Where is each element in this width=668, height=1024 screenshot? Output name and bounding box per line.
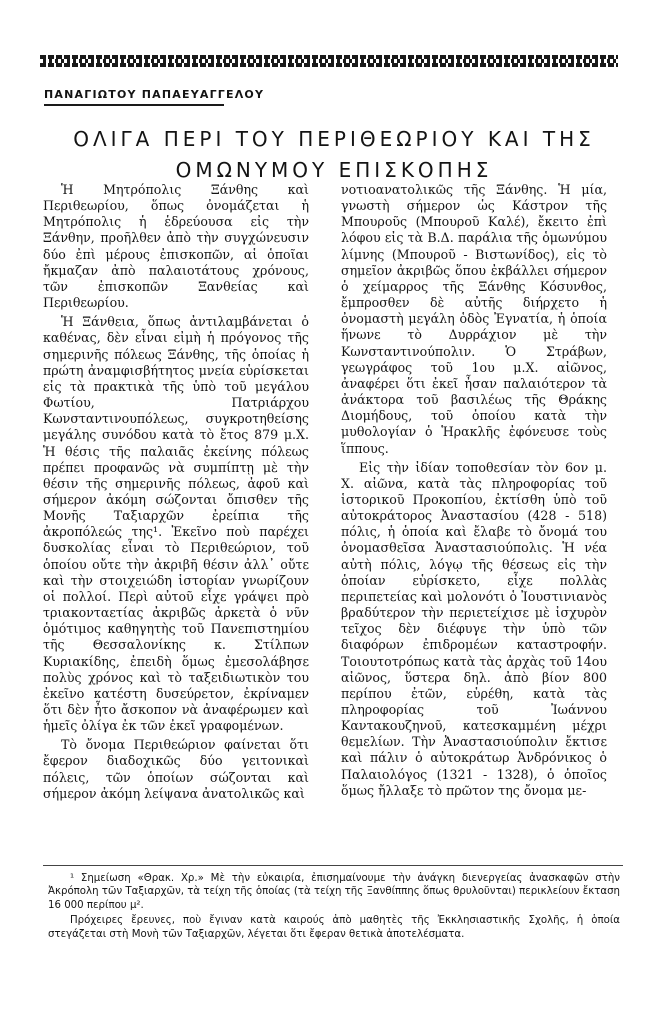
paragraph: Τὸ ὄνομα Περιθεώριον φαίνεται ὅτι ἔφερον διαδοχικῶς δύο γειτονικαὶ πόλεις, τῶν ὁποίων σώζονται καὶ σήμερον ἀκόμη λείψανα ἀνατολικῶς καὶ: [43, 737, 309, 801]
title-line-1: ΟΛΙΓΑ ΠΕΡΙ ΤΟΥ ΠΕΡΙΘΕΩΡΙΟΥ ΚΑΙ ΤΗΣ: [73, 127, 595, 151]
left-column: [43, 182, 309, 802]
footnote-2: Πρόχειρες ἔρευνες, ποὺ ἔγιναν κατὰ καιρούς ἀπὸ μαθητὲς τῆς Ἐκκλησιαστικῆς Σχολῆς, ἡ ὁποία στεγάζεται στὴ Μονὴ τῶν Ταξιαρχῶν, λέγεται ὅτι ἔφεραν θετικὰ ἀποτελέσματα.: [48, 915, 620, 940]
paragraph: Ἡ Ξάνθεια, ὅπως ἀντιλαμβάνεται ὁ καθένας, δὲν εἶναι εἰμὴ ἡ πρόγονος τῆς σημερινῆς πόλεως Ξάνθης, τῆς ὁποίας ἡ πρώτη ἀναμφισβήτητος μνεία εὑρίσκεται εἰς τὰ πρακτικὰ τῆς ὑπὸ τοῦ μεγάλου Φωτίου, Πατριάρχου Κωνσταντινουπόλεως, συγκροτηθείσης μεγάλης συνόδου κατὰ τὸ ἔτος 879 μ.Χ. Ἡ θέσις τῆς παλαιᾶς ἐκείνης πόλεως πρέπει προφανῶς νὰ συμπίπτῃ μὲ τὴν θέσιν τῆς σημερινῆς πόλεως, ἀφοῦ καὶ σήμερον ἀκόμη σώζονται ὄπισθεν τῆς Μονῆς Ταξιαρχῶν ἐρείπια τῆς ἀκροπόλεώς της¹. Ἐκεῖνο ποὺ παρέχει δυσκολίας εἶναι τὸ Περιθεώριον, τοῦ ὁποίου οὔτε τὴν ἀκριβῆ θέσιν ἀλλ᾽ οὔτε καὶ τὴν στοιχειώδη ἱστορίαν γνωρίζουν οἱ πολλοί. Περὶ αὐτοῦ εἶχε γράψει πρὸ τριακονταετίας ἀκριβῶς ἀρκετὰ ὁ νῦν ὁμότιμος καθηγητὴς τοῦ Πανεπιστημίου τῆς Θεσσαλονίκης κ. Στίλπων Κυριακίδης, ἐπειδὴ ὅμως ἐμεσολάβησε πολὺς χρόνος καὶ τὸ ταξειδιωτικὸν του ἐκεῖνο κατέστη δυσεύρετον, ἐκρίναμεν ὅτι δὲν ἦτο ἄσκοπον νὰ ἀναφέρωμεν καὶ ἡμεῖς ὀλίγα ἐκ τῶν ἐκεῖ γραφομένων.: [43, 314, 309, 734]
author-underline: [44, 104, 224, 106]
footnote-divider: [43, 865, 623, 866]
title-line-2: ΟΜΩΝΥΜΟΥ ΕΠΙΣΚΟΠΗΣ: [175, 158, 493, 182]
article-title: [40, 124, 628, 186]
paragraph: Ἡ Μητρόπολις Ξάνθης καὶ Περιθεωρίου, ὅπως ὀνομάζεται ἡ Μητρόπολις ἡ ἑδρεύουσα εἰς τὴν Ξάνθην, προῆλθεν ἀπὸ τὴν συγχώνευσιν δύο ἐπὶ μέρους ἐπισκοπῶν, αἱ ὁποῖαι ἤκμαζαν ἀπὸ παλαιοτάτους χρόνους, τῶν ἐπισκοπῶν Ξανθείας καὶ Περιθεωρίου.: [43, 182, 309, 311]
decorative-border-ornament: [40, 55, 618, 67]
footnotes: [48, 872, 620, 941]
right-column: [341, 182, 607, 799]
author-name: ΠΑΝΑΓΙΩΤΟΥ ΠΑΠΑΕΥΑΓΓΕΛΟΥ: [44, 88, 265, 101]
paragraph: Εἰς τὴν ἰδίαν τοποθεσίαν τὸν 6ον μ. Χ. αἰῶνα, κατὰ τὰς πληροφορίας τοῦ ἱστορικοῦ Προκοπίου, ἐκτίσθη ὑπὸ τοῦ αὐτοκράτορος Ἀναστασίου (428 - 518) πόλις, ἡ ὁποία καὶ ἔλαβε τὸ ὄνομά του ὀνομασθεῖσα Ἀναστασιούπολις. Ἡ νέα αὐτὴ πόλις, λόγῳ τῆς θέσεως εἰς τὴν ὁποίαν εὑρίσκετο, εἶχε πολλὰς περιπετείας καὶ μολονότι ὁ Ἰουστινιανὸς βραδύτερον τὴν περιετείχισε μὲ ἰσχυρὸν τεῖχος δὲν διέφυγε τὴν ὑπὸ τῶν διαφόρων ἐπιδρομέων καταστροφήν. Τοιουτοτρόπως κατὰ τὰς ἀρχὰς τοῦ 14ου αἰῶνος, ὕστερα δηλ. ἀπὸ βίον 800 περίπου ἐτῶν, εὑρέθη, κατὰ τὰς πληροφορίας τοῦ Ἰωάννου Καντακουζηνοῦ, κατεσκαμμένη μέχρι θεμελίων. Τὴν Ἀναστασιούπολιν ἔκτισε καὶ πάλιν ὁ αὐτοκράτωρ Ἀνδρόνικος ὁ Παλαιολόγος (1321 - 1328), ὁ ὁποῖος ὅμως ἤλλαξε τὸ πρῶτον της ὄνομα με-: [341, 459, 607, 798]
footnote-1: ¹ Σημείωση «Θρακ. Χρ.» Μὲ τὴν εὐκαιρία, ἐπισημαίνουμε τὴν ἀνάγκη διενεργείας ἀνασκαφῶν στὴν Ἀκρόπολη τῶν Ταξιαρχῶν, τὰ τείχη τῆς ὁποίας (τὰ τείχη τῆς Ξανθίππης ὅπως θρυλοῦνται) περικλείουν ἔκταση 16 000 περίπου μ².: [48, 873, 620, 911]
paragraph: νοτιοανατολικῶς τῆς Ξάνθης. Ἡ μία, γνωστὴ σήμερον ὡς Κάστρον τῆς Μπουροῦς (Μπουροῦ Καλέ), ἔκειτο ἐπὶ λόφου εἰς τὰ Β.Δ. παράλια τῆς ὁμωνύμου λίμνης (Μπουροῦ - Βιστωνίδος), εἰς τὸ σημεῖον ἀκριβῶς ὅπου ἐκβάλλει σήμερον ὁ χείμαρρος τῆς Ξάνθης Κόσυνθος, ἔμπροσθεν δὲ αὐτῆς διήρχετο ἡ ὀνομαστὴ μεγάλη ὁδὸς Ἐγνατία, ἡ ὁποία ἥνωνε τὸ Δυρράχιον μὲ τὴν Κωνσταντινούπολιν. Ὁ Στράβων, γεωγράφος τοῦ 1ου μ.Χ. αἰῶνος, ἀναφέρει ὅτι ἐκεῖ ἦσαν παλαιότερον τὰ ἀνάκτορα τοῦ βασιλέως τῆς Θράκης Διομήδους, τοῦ ὁποίου κατὰ τὴν μυθολογίαν ὁ Ἡρακλῆς ἐφόνευσε τοὺς ἵππους.: [341, 182, 607, 456]
